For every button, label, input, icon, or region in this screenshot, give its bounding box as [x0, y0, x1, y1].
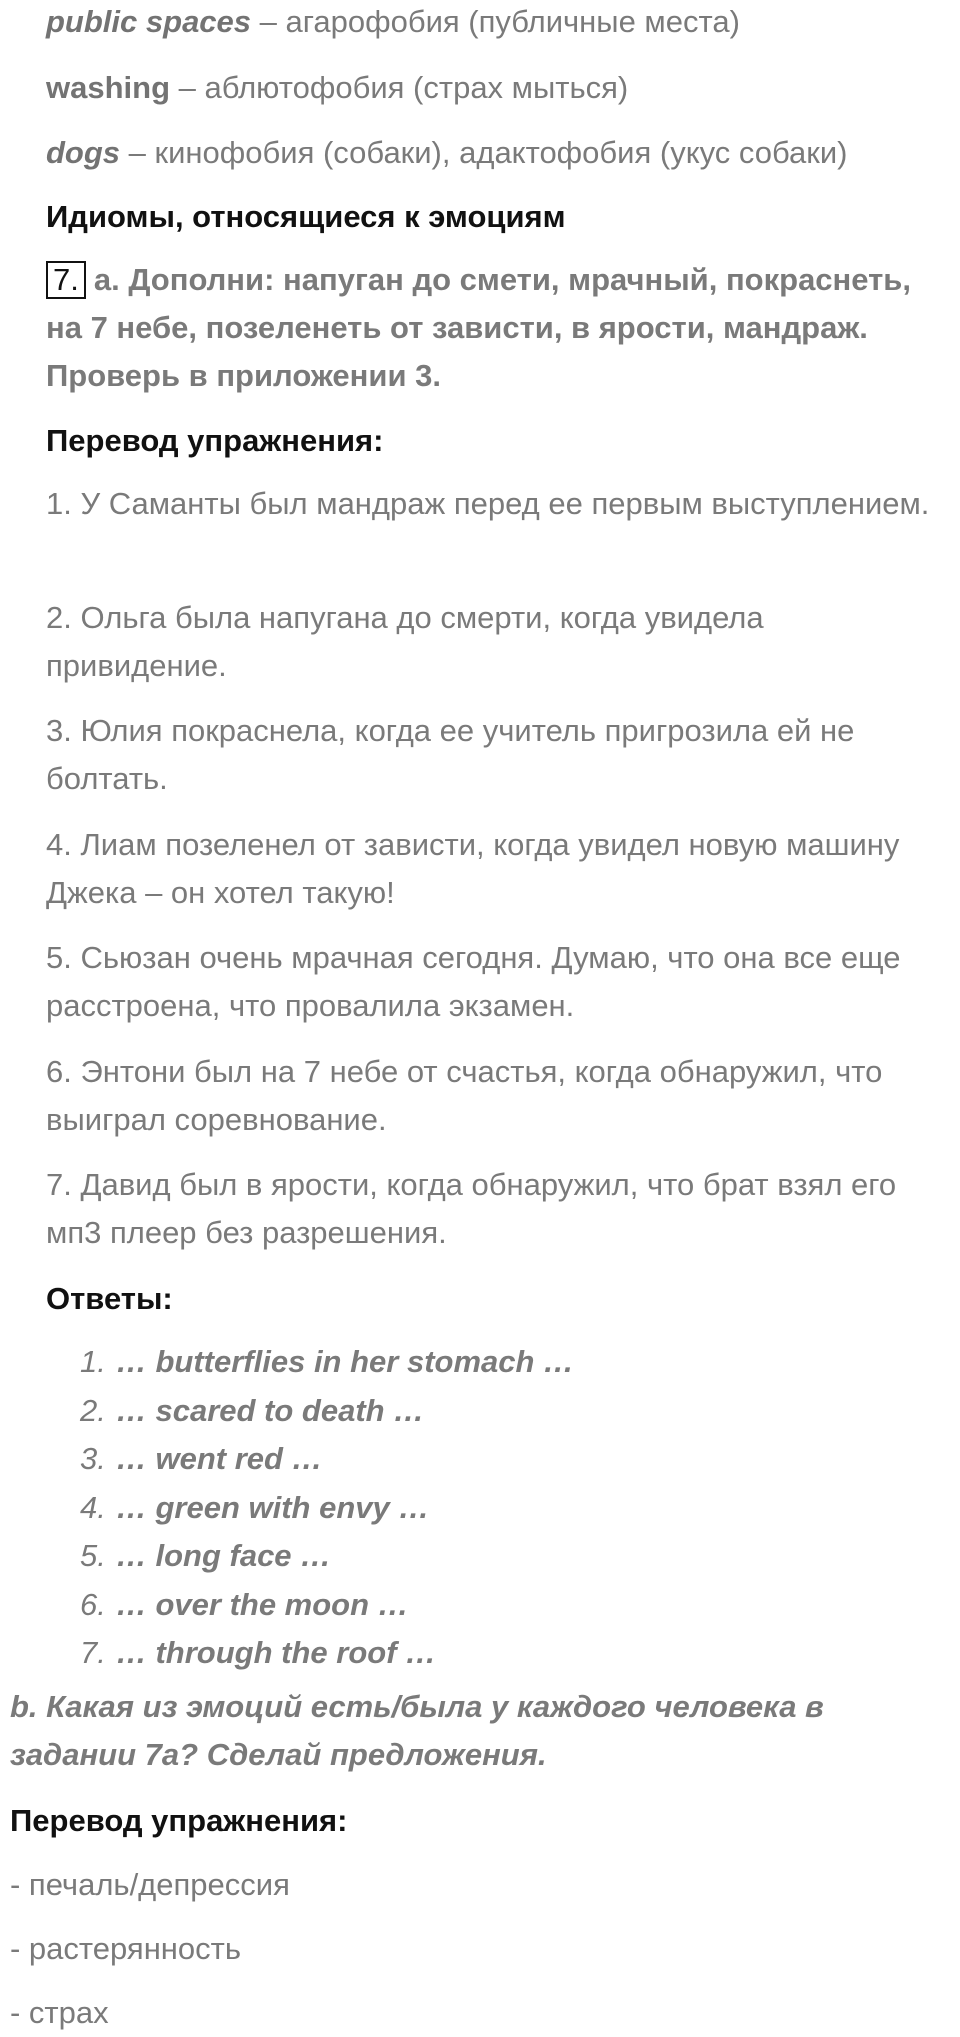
answer-number: 5.	[80, 1538, 106, 1573]
task-number-box: 7.	[46, 261, 86, 299]
vocab-term: public spaces	[46, 4, 252, 39]
answer-number: 3.	[80, 1441, 106, 1476]
vocab-definition: – кинофобия (собаки), адактофобия (укус собаки)	[120, 135, 848, 170]
answer-item	[80, 1338, 574, 1387]
vocab-definition: – аблютофобия (страх мыться)	[170, 70, 629, 105]
answer-number: 2.	[80, 1392, 106, 1428]
answer-text: … through the roof …	[115, 1635, 437, 1670]
vocab-term: dogs	[46, 135, 121, 170]
answer-number: 7.	[80, 1635, 106, 1670]
answer-item	[80, 1581, 574, 1630]
answers-heading: Ответы:	[46, 1281, 173, 1316]
answer-text: … long face …	[115, 1538, 332, 1573]
emotion-item: - страх	[10, 1995, 109, 2030]
sentence: 7. Давид был в ярости, когда обнаружил, что брат взял его мп3 плеер без разрешения.	[46, 1167, 897, 1250]
sentence: 5. Сьюзан очень мрачная сегодня. Думаю, что она все еще расстроена, что провалила экзамен.	[46, 940, 901, 1023]
vocab-definition: – агарофобия (публичные места)	[251, 4, 740, 39]
answer-item	[80, 1484, 574, 1533]
answer-text: … butterflies in her stomach …	[115, 1344, 575, 1379]
answer-number: 6.	[80, 1586, 106, 1622]
answer-number: 1.	[80, 1344, 106, 1379]
answer-text: … green with envy …	[115, 1489, 430, 1525]
answer-text: … over the moon …	[115, 1586, 409, 1622]
sentence: 3. Юлия покраснела, когда ее учитель пригрозила ей не болтать.	[46, 713, 855, 796]
answer-item	[80, 1435, 574, 1484]
vocab-line	[46, 129, 847, 177]
section-heading: Идиомы, относящиеся к эмоциям	[46, 199, 566, 234]
task-7b: b. Какая из эмоций есть/была у каждого человека в задании 7a? Сделай предложения.	[10, 1689, 824, 1772]
vocab-line	[46, 64, 628, 112]
emotion-item: - растерянность	[10, 1931, 242, 1966]
answer-item	[80, 1629, 574, 1678]
vocab-term: washing	[46, 70, 171, 105]
sentence: 4. Лиам позеленел от зависти, когда увидел новую машину Джека – он хотел такую!	[46, 827, 900, 910]
translation-heading-2: Перевод упражнения:	[10, 1803, 348, 1838]
answers-list	[80, 1338, 574, 1678]
task-7a-text: a. Дополни: напуган до смети, мрачный, покраснеть, на 7 небе, позеленеть от зависти, в ярости, мандраж. Проверь в приложении 3.	[46, 262, 911, 393]
answer-text: … scared to death …	[115, 1392, 425, 1428]
answer-item	[80, 1532, 574, 1581]
vocab-line	[46, 0, 740, 46]
sentence: 6. Энтони был на 7 небе от счастья, когда обнаружил, что выиграл соревнование.	[46, 1054, 883, 1137]
sentence: 1. У Саманты был мандраж перед ее первым выступлением.	[46, 486, 930, 521]
answer-item	[80, 1387, 574, 1436]
sentence: 2. Ольга была напугана до смерти, когда увидела привидение.	[46, 600, 764, 683]
task-7a	[46, 256, 946, 400]
answer-text: … went red …	[115, 1441, 323, 1476]
translation-heading: Перевод упражнения:	[46, 423, 384, 458]
emotion-item: - печаль/депрессия	[10, 1867, 290, 1902]
answer-number: 4.	[80, 1489, 106, 1525]
